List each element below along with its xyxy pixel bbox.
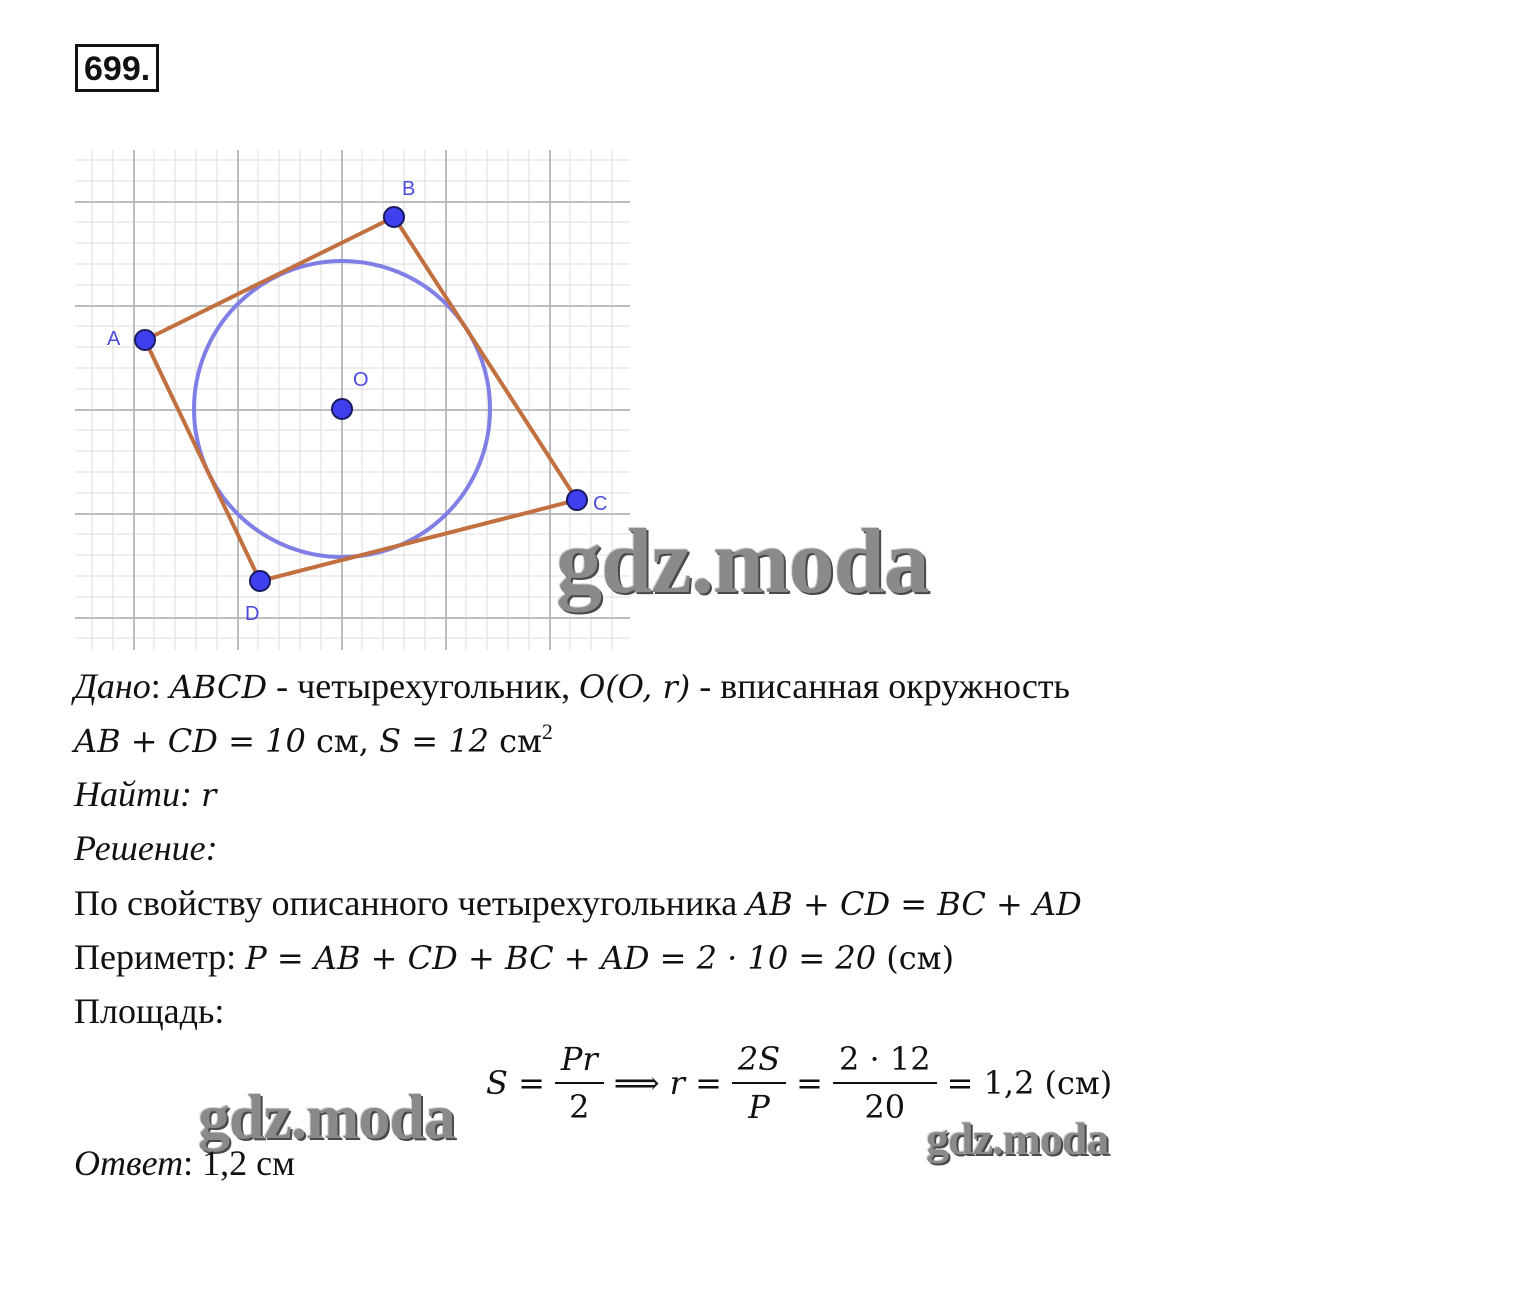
condition-area: S = 12	[379, 722, 489, 760]
answer-label: Ответ	[74, 1143, 184, 1183]
given-quad-text: - четырехугольник,	[267, 666, 580, 706]
watermark: gdz.moda	[556, 510, 929, 612]
find-label: Найти:	[74, 774, 201, 814]
perimeter-line	[74, 937, 954, 978]
geometry-figure	[75, 150, 630, 650]
fraction-24-20-numerator: 2 · 12	[833, 1040, 937, 1084]
formula-unit: (см)	[1044, 1064, 1113, 1102]
solution-label: Решение:	[74, 828, 218, 868]
label-c: C	[593, 493, 608, 515]
given-colon: :	[150, 666, 161, 706]
point-a	[135, 330, 155, 350]
point-o	[332, 399, 352, 419]
given-quad: ABCD	[169, 668, 268, 706]
watermark-3: gdz.moda	[926, 1113, 1109, 1164]
answer-value: 1,2 см	[193, 1143, 295, 1183]
answer-colon: :	[183, 1143, 194, 1183]
label-a: A	[107, 328, 121, 350]
formula-eq: =	[796, 1064, 823, 1102]
fraction-pr-2	[555, 1040, 604, 1126]
grid	[75, 150, 630, 650]
formula-s-eq: S =	[486, 1064, 545, 1102]
label-d: D	[245, 603, 260, 625]
label-b: B	[402, 178, 416, 200]
area-label: Площадь:	[74, 991, 225, 1031]
condition-area-unit: см	[488, 722, 542, 760]
property-text: По свойству описанного четырехугольника	[74, 883, 747, 923]
quadrilateral-abcd	[145, 217, 577, 581]
given-circle: O(O, r)	[579, 668, 691, 706]
task-number: 699.	[75, 44, 159, 92]
perimeter-unit: (см)	[876, 939, 955, 977]
condition-area-exp: 2	[541, 719, 553, 744]
point-d	[250, 571, 270, 591]
formula-result: = 1,2	[946, 1064, 1035, 1102]
fraction-pr-2-denominator: 2	[569, 1088, 590, 1126]
property-line	[74, 883, 1082, 924]
point-c	[567, 490, 587, 510]
given-line	[74, 666, 1070, 707]
fraction-24-20	[833, 1040, 937, 1126]
find-value: r	[200, 776, 217, 814]
watermark-2: gdz.moda	[198, 1081, 455, 1152]
condition-sum-unit: см,	[305, 722, 380, 760]
formula-implies: ⟹	[613, 1064, 660, 1102]
label-o: O	[353, 369, 369, 391]
fraction-24-20-denominator: 20	[864, 1088, 906, 1126]
perimeter-label: Периметр:	[74, 937, 246, 977]
given-circle-text: - вписанная окружность	[690, 666, 1070, 706]
fraction-pr-2-numerator: Pr	[555, 1040, 604, 1084]
given-label: Дано	[74, 666, 151, 706]
find-line	[74, 774, 216, 815]
fraction-2s-p	[732, 1040, 786, 1126]
formula-r-eq: r =	[669, 1064, 722, 1102]
fraction-2s-p-denominator: P	[748, 1088, 770, 1126]
fraction-2s-p-numerator: 2S	[732, 1040, 786, 1084]
perimeter-math: P = AB + CD + BC + AD = 2 · 10 = 20	[245, 939, 877, 977]
property-math: AB + CD = BC + AD	[746, 885, 1082, 923]
answer-line	[74, 1143, 295, 1183]
point-b	[384, 207, 404, 227]
conditions-line	[74, 720, 553, 761]
condition-sum: AB + CD = 10	[74, 722, 306, 760]
